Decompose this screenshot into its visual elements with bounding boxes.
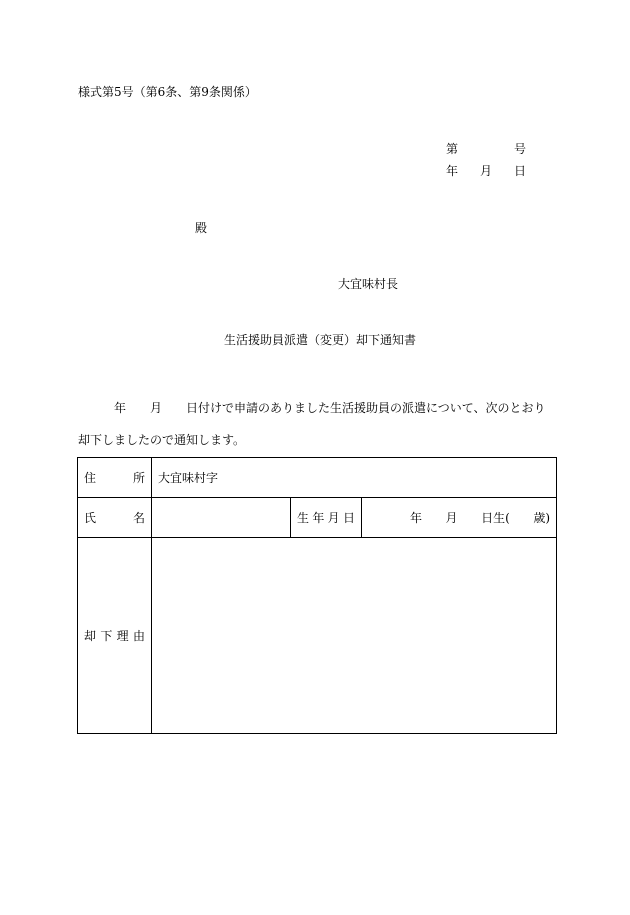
- doc-no-suffix: 号: [513, 142, 526, 156]
- name-label-cell: [78, 498, 152, 538]
- dob-label-cell: [291, 498, 362, 538]
- dob-label-4: 日: [342, 511, 355, 525]
- address-label-2: 所: [132, 471, 145, 485]
- name-label-1: 氏: [84, 511, 97, 525]
- dob-age: 歳): [533, 511, 550, 525]
- address-value: 大宜味村字: [158, 471, 219, 485]
- dob-label-2: 年: [312, 511, 325, 525]
- issuer: 大宜味村長: [338, 277, 399, 291]
- address-value-cell[interactable]: [152, 458, 557, 498]
- reason-label-cell: [78, 538, 152, 734]
- reason-label-4: 由: [132, 629, 145, 643]
- form-number: 様式第5号（第6条、第9条関係）: [78, 85, 257, 99]
- body-paragraph: 年 月 日付けで申請のありました生活援助員の派遣について、次のとおり却下しましたので通知します。: [78, 401, 546, 447]
- date-month: 月: [479, 164, 492, 178]
- address-row: [78, 458, 557, 498]
- address-label-cell: [78, 458, 152, 498]
- name-value-cell[interactable]: [152, 498, 291, 538]
- page-title: 生活援助員派遣（変更）却下通知書: [224, 333, 417, 347]
- date-year: 年: [446, 164, 459, 178]
- dob-year: 年: [410, 511, 423, 525]
- dob-day-born: 日生(: [481, 511, 510, 525]
- name-row: [78, 498, 557, 538]
- dob-label-1: 生: [297, 511, 310, 525]
- reason-label-3: 理: [116, 629, 129, 643]
- document-number: [446, 142, 526, 156]
- doc-no-prefix: 第: [446, 142, 459, 156]
- addressee-honorific: 殿: [195, 221, 208, 235]
- dob-value-cell[interactable]: [362, 498, 557, 538]
- dob-month: 月: [445, 511, 458, 525]
- date-day: 日: [513, 164, 526, 178]
- reason-value-cell[interactable]: [152, 538, 557, 734]
- reason-label-1: 却: [84, 629, 97, 643]
- name-label-2: 名: [132, 511, 145, 525]
- address-label-1: 住: [84, 471, 97, 485]
- dob-label-3: 月: [327, 511, 340, 525]
- rejection-form-table: [77, 457, 557, 734]
- document-date: [446, 164, 526, 178]
- reason-row: [78, 538, 557, 734]
- reason-label-2: 下: [100, 629, 113, 643]
